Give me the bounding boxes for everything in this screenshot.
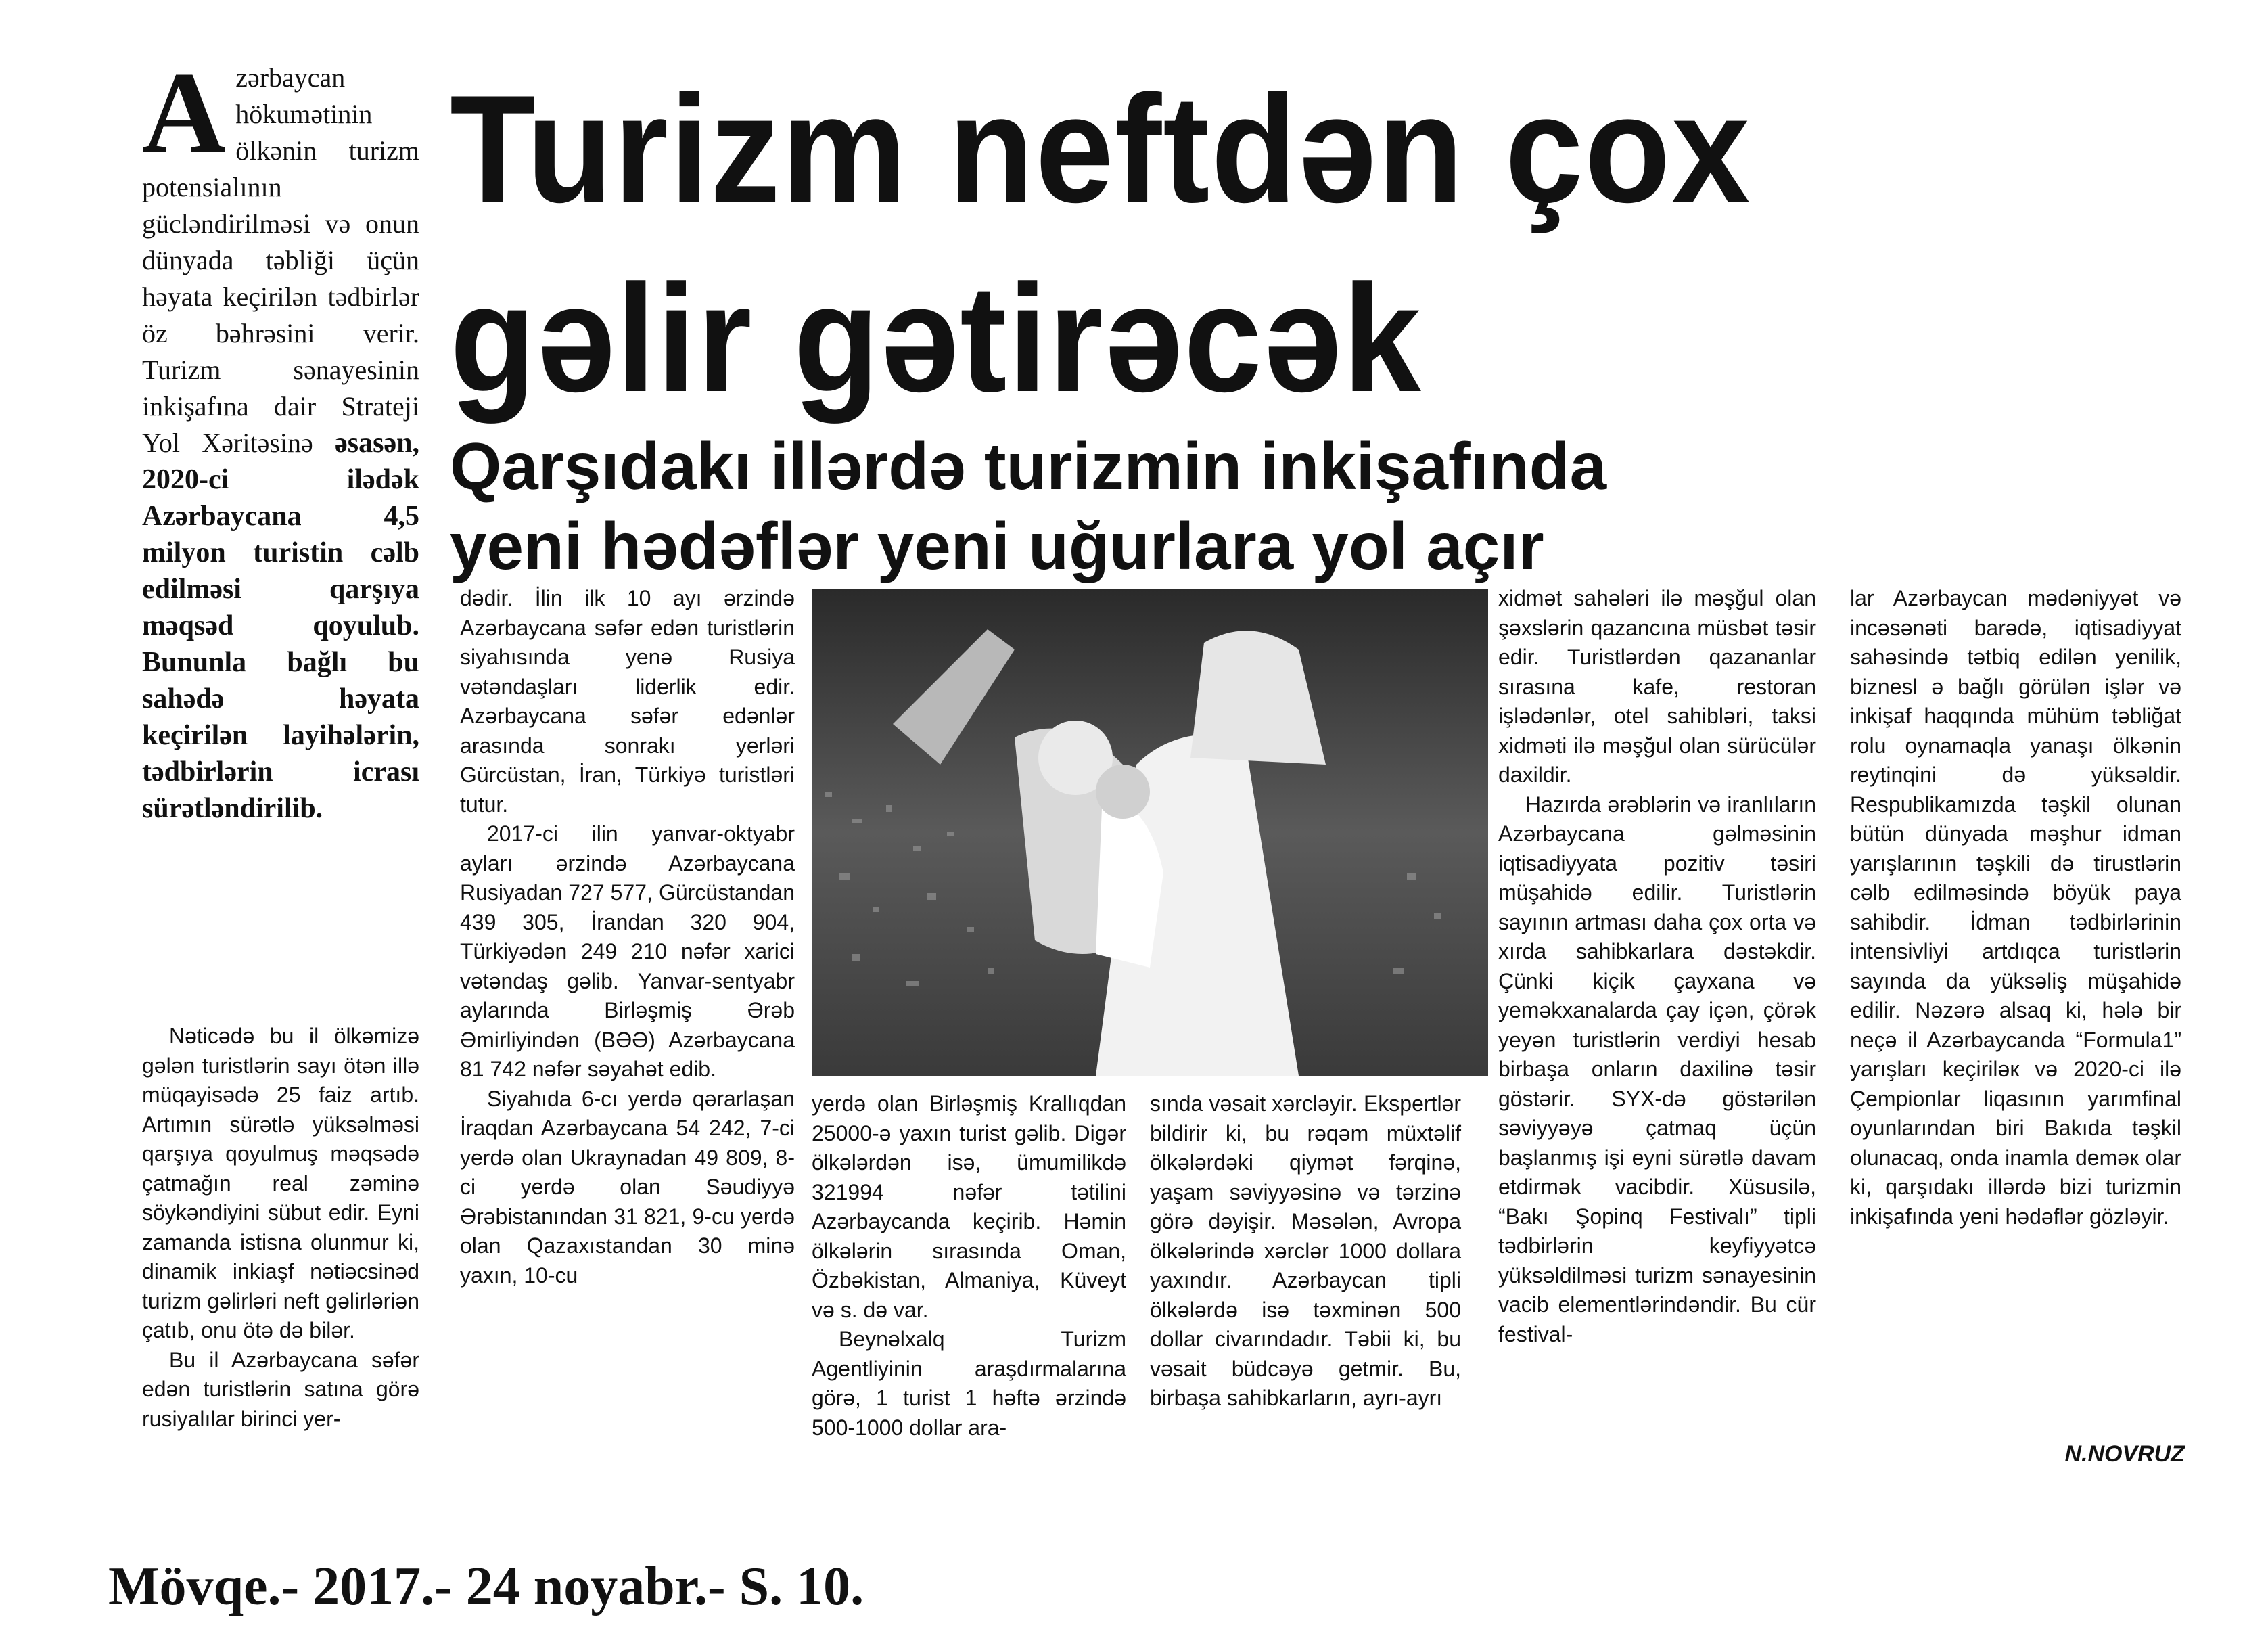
column-3 <box>812 1089 1126 1442</box>
subheadline-line-2: yeni hədəflər yeni uğurlara yol açır <box>450 509 1544 583</box>
column-paragraph: xidmət sahələri ilə məşğul olan şəxslərin qazancına müsbət təsir edir. Turistlərdən qazananlar sırasına kafe, restoran işlədənlər, otel sahibləri, taksi xidməti ilə məşğul olan sürücülər daxildir. <box>1498 586 1816 787</box>
lead-paragraph <box>142 49 419 827</box>
column-paragraph: yerdə olan Birləşmiş Krallıqdan 25000-ə yaxın turist gəlib. Digər ölkələrdən isə, ümumilikdə 321994 nəfər tətilini Azərbaycanda keçirib. Həmin ölkələrin sırasında Oman, Özbəkistan, Almaniya, Küveyt və s. də var. <box>812 1091 1126 1322</box>
subheadline-line-1: Qarşıdakı illərdə turizmin inkişafında <box>450 429 1607 503</box>
column-paragraph: lar Azərbaycan mədəniyyət və incəsənəti barədə, iqtisadiyyat sahəsində tətbiq edilən yenilik, biznesl ə bağlı görülən işlər və inkişaf haqqında mühüm təbliğat rolu oynamaqla yanaşı ölkənin reytinqini də yüksəldir. Respublikamızda təşkil olunan bütün dünyada məşhur idman yarışlarının təşkili də tirustlərin cəlb edilməsində böyük paya sahibdir. İdman tədbirlərinin intensivliyi artdıqca turistlərin sayında da yüksəliş müşahidə edilir. Nəzərə alsaq ki, hələ bir neçə il Azərbaycanda “Formula1” yarışları keçiriləк və 2020-ci ilə Çempionlar liqasının yarımfinal oyunlarından biri Bakıda təşkil olunacaq, onda inamla deməк olar ki, qarşıdakı illərdə bizi turizmin inkişafında yeni hədəflər gözləyir. <box>1850 586 2181 1229</box>
author-signature: N.NOVRUZ <box>2064 1441 2185 1467</box>
column-2 <box>460 584 795 1290</box>
lead-regular-text: zərbaycan hökumətinin ölkənin turizm potensialının gücləndirilməsi və onun dünyada təbliği üçün həyata keçirilən tədbirlər öz bəhrəsini verir. Turizm sənayesinin inkişafına dair Strateji Yol Xəritəsinə <box>142 62 419 458</box>
column-4 <box>1150 1089 1461 1413</box>
column-paragraph: Bu il Azərbaycana səfər edən turistlərin satına görə rusiyalılar birinci yer- <box>142 1347 419 1431</box>
column-paragraph: Siyahıda 6-cı yerdə qərarlaşan İraqdan Azərbaycana 54 242, 7-ci yerdə olan Ukraynadan 49 809, 8-ci yerdə olan Səudiyyə Ərəbistanından 31 821, 9-cu yerdə olan Qazaxıstandan 30 minə yaxın, 10-cu <box>460 1086 795 1288</box>
subheadline <box>450 426 2181 586</box>
headline-line-1: Turizm neftdən çox <box>450 63 1751 234</box>
headline <box>450 54 2062 433</box>
drop-cap: A <box>142 49 227 177</box>
column-paragraph: dədir. İlin ilk 10 ayı ərzində Azərbaycana səfər edən turistlərin siyahısında yenə Rusiya vətəndaşları liderlik edir. Azərbaycana səfər edənlər arasında sonrakı yerləri Gürcüstan, İran, Türkiyə turistləri tutur. <box>460 586 795 817</box>
column-paragraph: 2017-ci ilin yanvar-oktyabr ayları ərzində Azərbaycana Rusiyadan 727 577, Gürcüstandan 439 305, İrandan 320 904, Türkiyədən 249 210 nəfər xarici vətəndaş gəlib. Yanvar-sentyabr aylarında Birləşmiş Ərəb Əmirliyindən (BƏƏ) Azərbaycana 81 742 nəfər səyahət edib. <box>460 821 795 1081</box>
article-photo <box>812 589 1488 1076</box>
lead-bold-text: əsasən, 2020-ci ilədək Azərbaycana 4,5 milyon turistin cəlb edilməsi qarşıya məqsəd qoyulub. Bununla bağlı bu sahədə həyata keçirilən layihələrin, tədbirlərin icrası sürətləndirilib. <box>142 428 419 824</box>
column-paragraph: Hazırda ərəblərin və iranlıların Azərbaycana gəlməsinin iqtisadiyyata pozitiv təsiri müşahidə edilir. Turistlərin sayının artması daha çox orta və xırda sahibkarlara dəstəkdir. Çünki kiçik çayxana və yeməkxanalarda çay içən, çörək yeyən turistlərin verdiyi hesab birbaşa onların daxilinə təsir göstərir. SYX-də göstərilən səviyyəyə çatmaq üçün başlanmış işi eyni sürətlə davam etdirmək vacibdir. Xüsusilə, “Bakı Şopinq Festivalı” tipli tədbirlərin keyfiyyətcə yüksəldilməsi turizm sənayesinin vacib elementlərindəndir. Bu cür festival- <box>1498 792 1816 1346</box>
column-5 <box>1498 584 1816 1349</box>
photo-illustration <box>812 589 1488 1076</box>
column-6 <box>1850 584 2181 1231</box>
column-paragraph: Beynəlxalq Turizm Agentliyinin araşdırmalarına görə, 1 turist 1 həftə ərzində 500-1000 dollar ara- <box>812 1327 1126 1440</box>
publication-citation: Mövqe.- 2017.- 24 noyabr.- S. 10. <box>108 1557 864 1616</box>
headline-line-2: gəlir gətirəcək <box>450 252 1422 424</box>
column-paragraph: Nəticədə bu il ölkəmizə gələn turistlərin sayı ötən illə müqayisədə 25 faiz artıb. Artımın sürətlə yüksəlməsi qarşıya qoyulmuş məqsədə çatmağın real zəminə söykəndiyini sübut edir. Eyni zamanda istisna olunmur ki, dinamik inkiaşf nətiəcsinəd turizm gəlirləri neft gəlirləriən çatıb, onu ötə də bilər. <box>142 1024 419 1342</box>
column-1 <box>142 1022 419 1434</box>
column-paragraph: sında vəsait xərcləyir. Ekspertlər bildirir ki, bu rəqəm müxtəlif ölkələrdəki qiymət fərqinə, yaşam səviyyəsinə və tərzinə görə dəyişir. Məsələn, Avropa ölkələrində xərclər 1000 dollara yaxındır. Azərbaycan tipli ölkələrdə isə təxminən 500 dollar civarındadır. Təbii ki, bu vəsait büdcəyə getmir. Bu, birbaşa sahibkarların, ayrı-ayrı <box>1150 1091 1461 1410</box>
